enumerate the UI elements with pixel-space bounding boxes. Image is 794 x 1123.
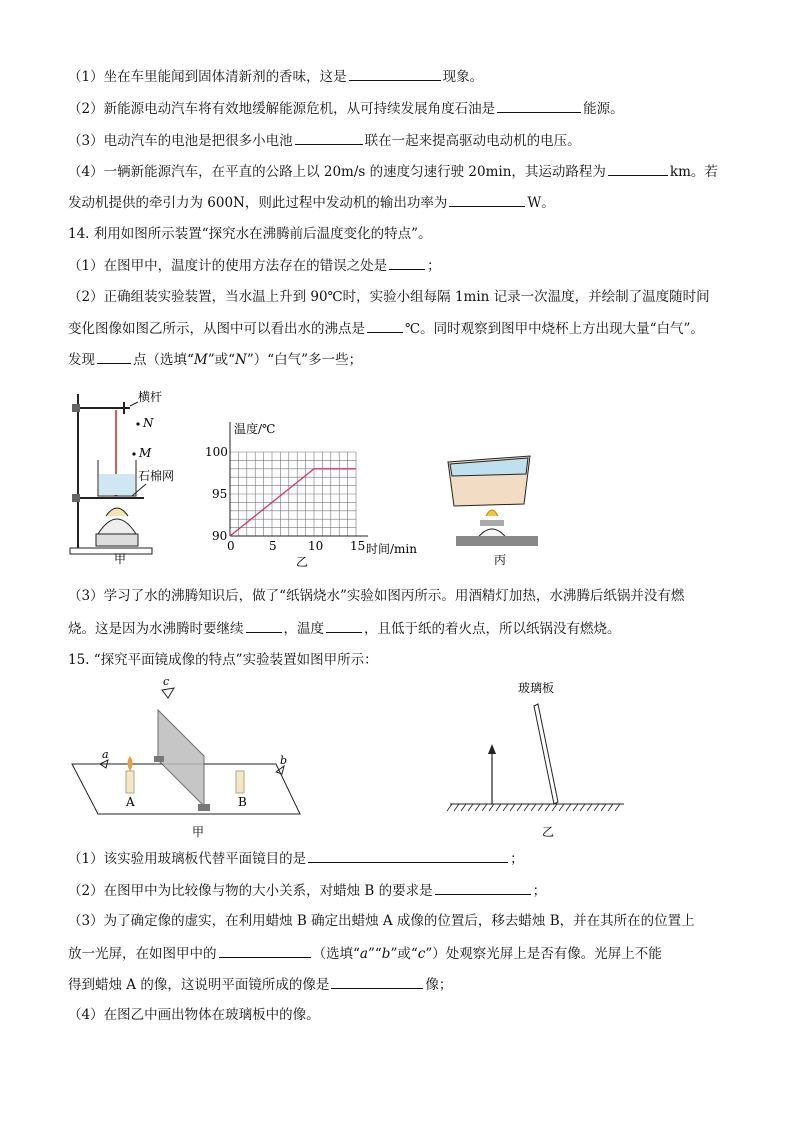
answer-blank[interactable] [219,943,311,958]
answer-blank[interactable] [97,349,131,364]
q15-part2: （2）在图甲中为比较像与物的大小关系，对蜡烛 B 的要求是 ； [68,880,734,901]
hatch-line [482,804,487,811]
answer-blank[interactable] [389,255,425,270]
clamp [72,404,80,412]
answer-blank[interactable] [295,130,363,145]
hatch-line [517,804,522,811]
hatch-line [531,804,536,811]
hatch-line [587,804,592,811]
label-N: N [143,416,154,430]
figure-caption: 乙 [542,825,555,839]
label-glass-plate: 玻璃板 [518,681,555,695]
label-A: A [126,795,135,809]
answer-blank[interactable] [331,974,423,989]
label-c: c [163,675,170,688]
hatch-line [447,804,452,811]
q14-part2: （2）正确组装实验装置，当水温上升到 90℃时，实验小组每隔 1min 记录一次温度，并绘制了温度随时间 [68,289,710,305]
hatch-line [454,804,459,811]
x-tick-label: 15 [350,539,366,553]
hatch-line [496,804,501,811]
paper-pot-figure [440,448,540,568]
label-crossbar: 横杆 [138,390,163,404]
figure-caption: 乙 [296,555,309,569]
stand-base [70,548,152,554]
x-tick-label: 10 [308,539,324,553]
plate-holder [198,804,210,811]
y-tick-label: 90 [212,529,228,543]
plane-mirror-figure [66,676,306,842]
point-N-dot [136,422,139,425]
figure-caption: 甲 [192,825,205,839]
hatch-line [608,804,613,811]
ground-hatching [447,804,620,811]
q15-part1: （1）该实验用玻璃板代替平面镜目的是 ； [68,848,734,869]
label-b: b [280,754,288,767]
q13-part4-cont: 发动机提供的牵引力为 600N，则此过程中发动机的输出功率为 W。 [68,192,734,213]
lamp-collar [480,520,504,526]
temperature-time-chart [200,416,417,569]
label-M: M [139,446,152,460]
crossbar-leader [130,402,138,406]
hatch-line [524,804,529,811]
tick-labels [205,445,365,553]
hatch-line [601,804,606,811]
answer-blank[interactable] [246,618,282,633]
water [99,474,135,495]
lamp-base [96,534,138,546]
x-axis-label: 时间/min [366,542,417,556]
y-tick-label: 100 [205,445,228,459]
point-M-dot [132,452,135,455]
q15-part3-cont2: 得到蜡烛 A 的像，这说明平面镜所成的像是 像； [68,974,734,995]
alcohol-lamp [98,519,136,534]
candle-B [236,771,244,793]
q15-part4: （4）在图乙中画出物体在玻璃板中的像。 [68,1007,320,1023]
q14-part2-cont: 变化图像如图乙所示，从图中可以看出水的沸点是 ℃。同时观察到图甲中烧杯上方出现大量“白气”。 [68,318,734,339]
hatch-line [615,804,620,811]
chart-grid [230,452,356,536]
q15-part3-cont: 放一光屏，在如图甲中的 （选填“a”“b”或“c”）处观察光屏上是否有像。光屏上不能 [68,943,734,964]
hatch-line [468,804,473,811]
hatch-line [503,804,508,811]
answer-blank[interactable] [349,66,441,81]
q15-stem: 15. “探究平面镜成像的特点”实验装置如图甲所示： [68,652,378,668]
figure-caption: 甲 [114,552,127,566]
answer-blank[interactable] [326,618,362,633]
ring-clamp [72,494,80,502]
table-surface [456,536,538,546]
hatch-line [573,804,578,811]
hatch-line [475,804,480,811]
plate-holder [154,756,164,762]
hatch-line [594,804,599,811]
x-tick-label: 0 [227,539,235,553]
boiling-apparatus-figure [62,384,182,564]
q14-part3-cont: 烧。这是因为水沸腾时要继续 ，温度 ，且低于纸的着火点，所以纸锅没有燃烧。 [68,618,734,639]
hatch-line [545,804,550,811]
hatch-line [489,804,494,811]
label-B: B [238,795,247,809]
flame [106,508,128,516]
answer-blank[interactable] [308,848,508,863]
q13-part4: （4）一辆新能源汽车，在平直的公路上以 20m/s 的速度匀速行驶 20min，其运动路程为 km。若 [68,161,734,182]
figure-caption: 丙 [494,553,507,567]
arrow-head [488,744,496,754]
answer-blank[interactable] [435,880,531,895]
hatch-line [566,804,571,811]
y-axis-label: 温度/℃ [234,422,276,436]
q14-part3: （3）学习了水的沸腾知识后，做了“纸锅烧水”实验如图丙所示。用酒精灯加热，水沸腾后纸锅并没有燃 [68,588,685,604]
hatch-line [552,804,557,811]
y-tick-label: 95 [212,487,228,501]
q14-part2-cont2: 发现 点（选填“M”或“N”）“白气”多一些； [68,349,734,370]
q13-part3: （3）电动汽车的电池是把很多小电池 联在一起来提高驱动电动机的电压。 [68,130,734,151]
answer-blank[interactable] [449,192,525,207]
hatch-line [510,804,515,811]
hatch-line [559,804,564,811]
answer-blank[interactable] [367,318,403,333]
answer-blank[interactable] [608,161,668,176]
q13-part2: （2）新能源电动汽车将有效地缓解能源危机，从可持续发展角度石油是 能源。 [68,98,734,119]
q14-stem: 14. 利用如图所示装置“探究水在沸腾前后温度变化的特点”。 [68,226,432,242]
glass-plate [534,704,558,804]
q13-part1: （1）坐在车里能闻到固体清新剂的香味，这是 现象。 [68,66,734,87]
hatch-line [461,804,466,811]
hatch-line [538,804,543,811]
candle-A [126,771,134,793]
mirror-drawing-figure [446,676,636,842]
label-a: a [102,748,109,761]
answer-blank[interactable] [497,98,581,113]
eye-c-icon [162,688,174,698]
x-tick-label: 5 [269,539,277,553]
label-gauze: 石棉网 [138,469,175,483]
hatch-line [580,804,585,811]
q15-part3: （3）为了确定像的虚实，在利用蜡烛 B 确定出蜡烛 A 成像的位置后，移去蜡烛 B，并在其所在的位置上 [68,913,695,929]
flame [486,510,498,516]
q14-part1: （1）在图甲中，温度计的使用方法存在的错误之处是 ； [68,255,734,276]
